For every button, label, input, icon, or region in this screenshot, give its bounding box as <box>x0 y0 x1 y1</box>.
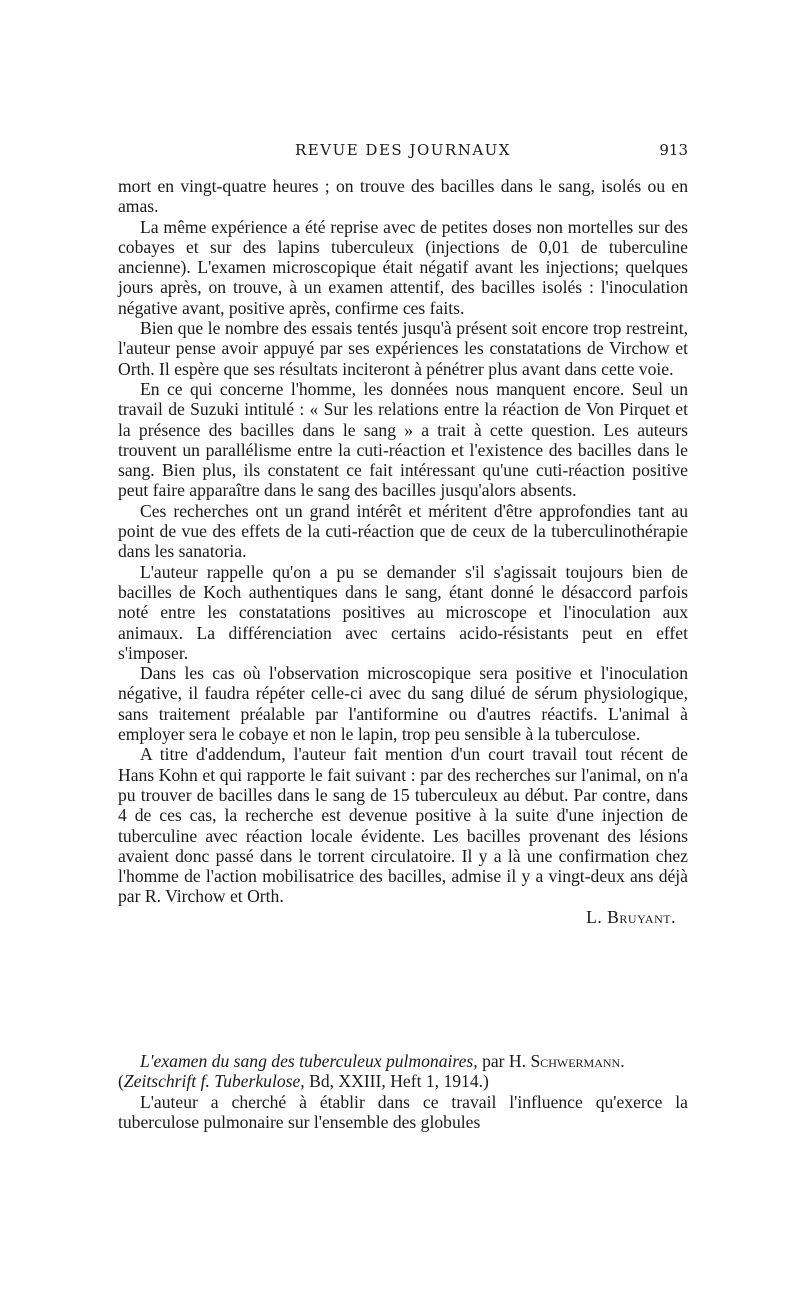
next-review-article <box>118 1051 688 1132</box>
journal-details: Bd, XXIII, Heft 1, 1914.) <box>304 1071 489 1092</box>
paragraph: La même expérience a été reprise avec de petites doses non mortelles sur des cobayes et sur des lapins tuberculeux (injections de 0,01 de tuberculine ancienne). L'examen microscopique était négatif avant les injections; quelques jours après, on trouve, à un examen attentif, des bacilles isolés : l'inoculation négative avant, positive après, confirme ces faits. <box>118 216 688 318</box>
article-reference <box>118 1051 688 1092</box>
paragraph: mort en vingt-quatre heures ; on trouve des bacilles dans le sang, isolés ou en amas. <box>118 176 688 217</box>
paragraph: A titre d'addendum, l'auteur fait mention d'un court travail tout récent de Hans Kohn et qui rapporte le fait suivant : par des recherches sur l'animal, on n'a pu trouver de bacilles dans le sang de 15 tuberculeux au début. Par contre, dans 4 de ces cas, la recherche est devenue positive à la suite d'une injection de tuberculine avec réaction locale évidente. Les bacilles provenant des lésions avaient donc passé dans le torrent circulatoire. Il y a là une confirmation chez l'homme de l'action mobilisatrice des bacilles, admise il y a vingt-deux ans déjà par R. Virchow et Orth. <box>118 744 688 907</box>
journal-name: Zeitschrift f. Tuberkulose, <box>123 1071 305 1092</box>
paragraph: L'auteur a cherché à établir dans ce travail l'influence qu'exerce la tuberculose pulmonaire sur l'ensemble des globules <box>118 1091 688 1132</box>
journal-open: ( <box>118 1071 124 1092</box>
running-head-title: REVUE DES JOURNAUX <box>295 141 511 159</box>
paragraph: Dans les cas où l'observation microscopique sera positive et l'inoculation négative, il faudra répéter celle-ci avec du sang dilué de sérum physiologique, sans traitement préalable par l'antiformine ou d'autres réactifs. L'animal à employer sera le cobaye et non le lapin, trop peu sensible à la tuberculose. <box>118 663 688 745</box>
paragraph: L'auteur rappelle qu'on a pu se demander s'il s'agissait toujours bien de bacilles de Koch authentiques dans le sang, étant donné le désaccord parfois noté entre les constatations positives au microscope et l'inoculation aux animaux. La différenciation avec certains acido-résistants peut en effet s'imposer. <box>118 561 688 663</box>
author-prefix: par H. <box>477 1051 531 1071</box>
paragraph: Bien que le nombre des essais tentés jusqu'à présent soit encore trop restreint, l'auteur pense avoir appuyé par ses expériences les constatations de Virchow et Orth. Il espère que ses résultats inciteront à pénétrer plus avant dans cette voie. <box>118 318 688 379</box>
paragraph: En ce qui concerne l'homme, les données nous manquent encore. Seul un travail de Suzuki intitulé : « Sur les relations entre la réaction de Von Pirquet et la présence des bacilles dans le sang » a trait à cette question. Les auteurs trouvent un parallélisme entre la cuti-réaction et l'existence des bacilles dans le sang. Bien plus, ils constatent ce fait intéressant qu'une cuti-réaction positive peut faire apparaître dans le sang des bacilles jusqu'alors absents. <box>118 378 688 501</box>
running-head <box>118 141 688 165</box>
author-name: Schwermann. <box>530 1051 625 1071</box>
paragraph: Ces recherches ont un grand intérêt et méritent d'être approfondies tant au point de vue des effets de la cuti-réaction que de ceux de la tuberculinothérapie dans les sanatoria. <box>118 500 688 562</box>
author-signature: L. Bruyant. <box>586 906 676 927</box>
article-title: L'examen du sang des tuberculeux pulmonaires, <box>140 1051 478 1071</box>
review-article-body <box>118 176 688 927</box>
page-number: 913 <box>659 141 688 159</box>
